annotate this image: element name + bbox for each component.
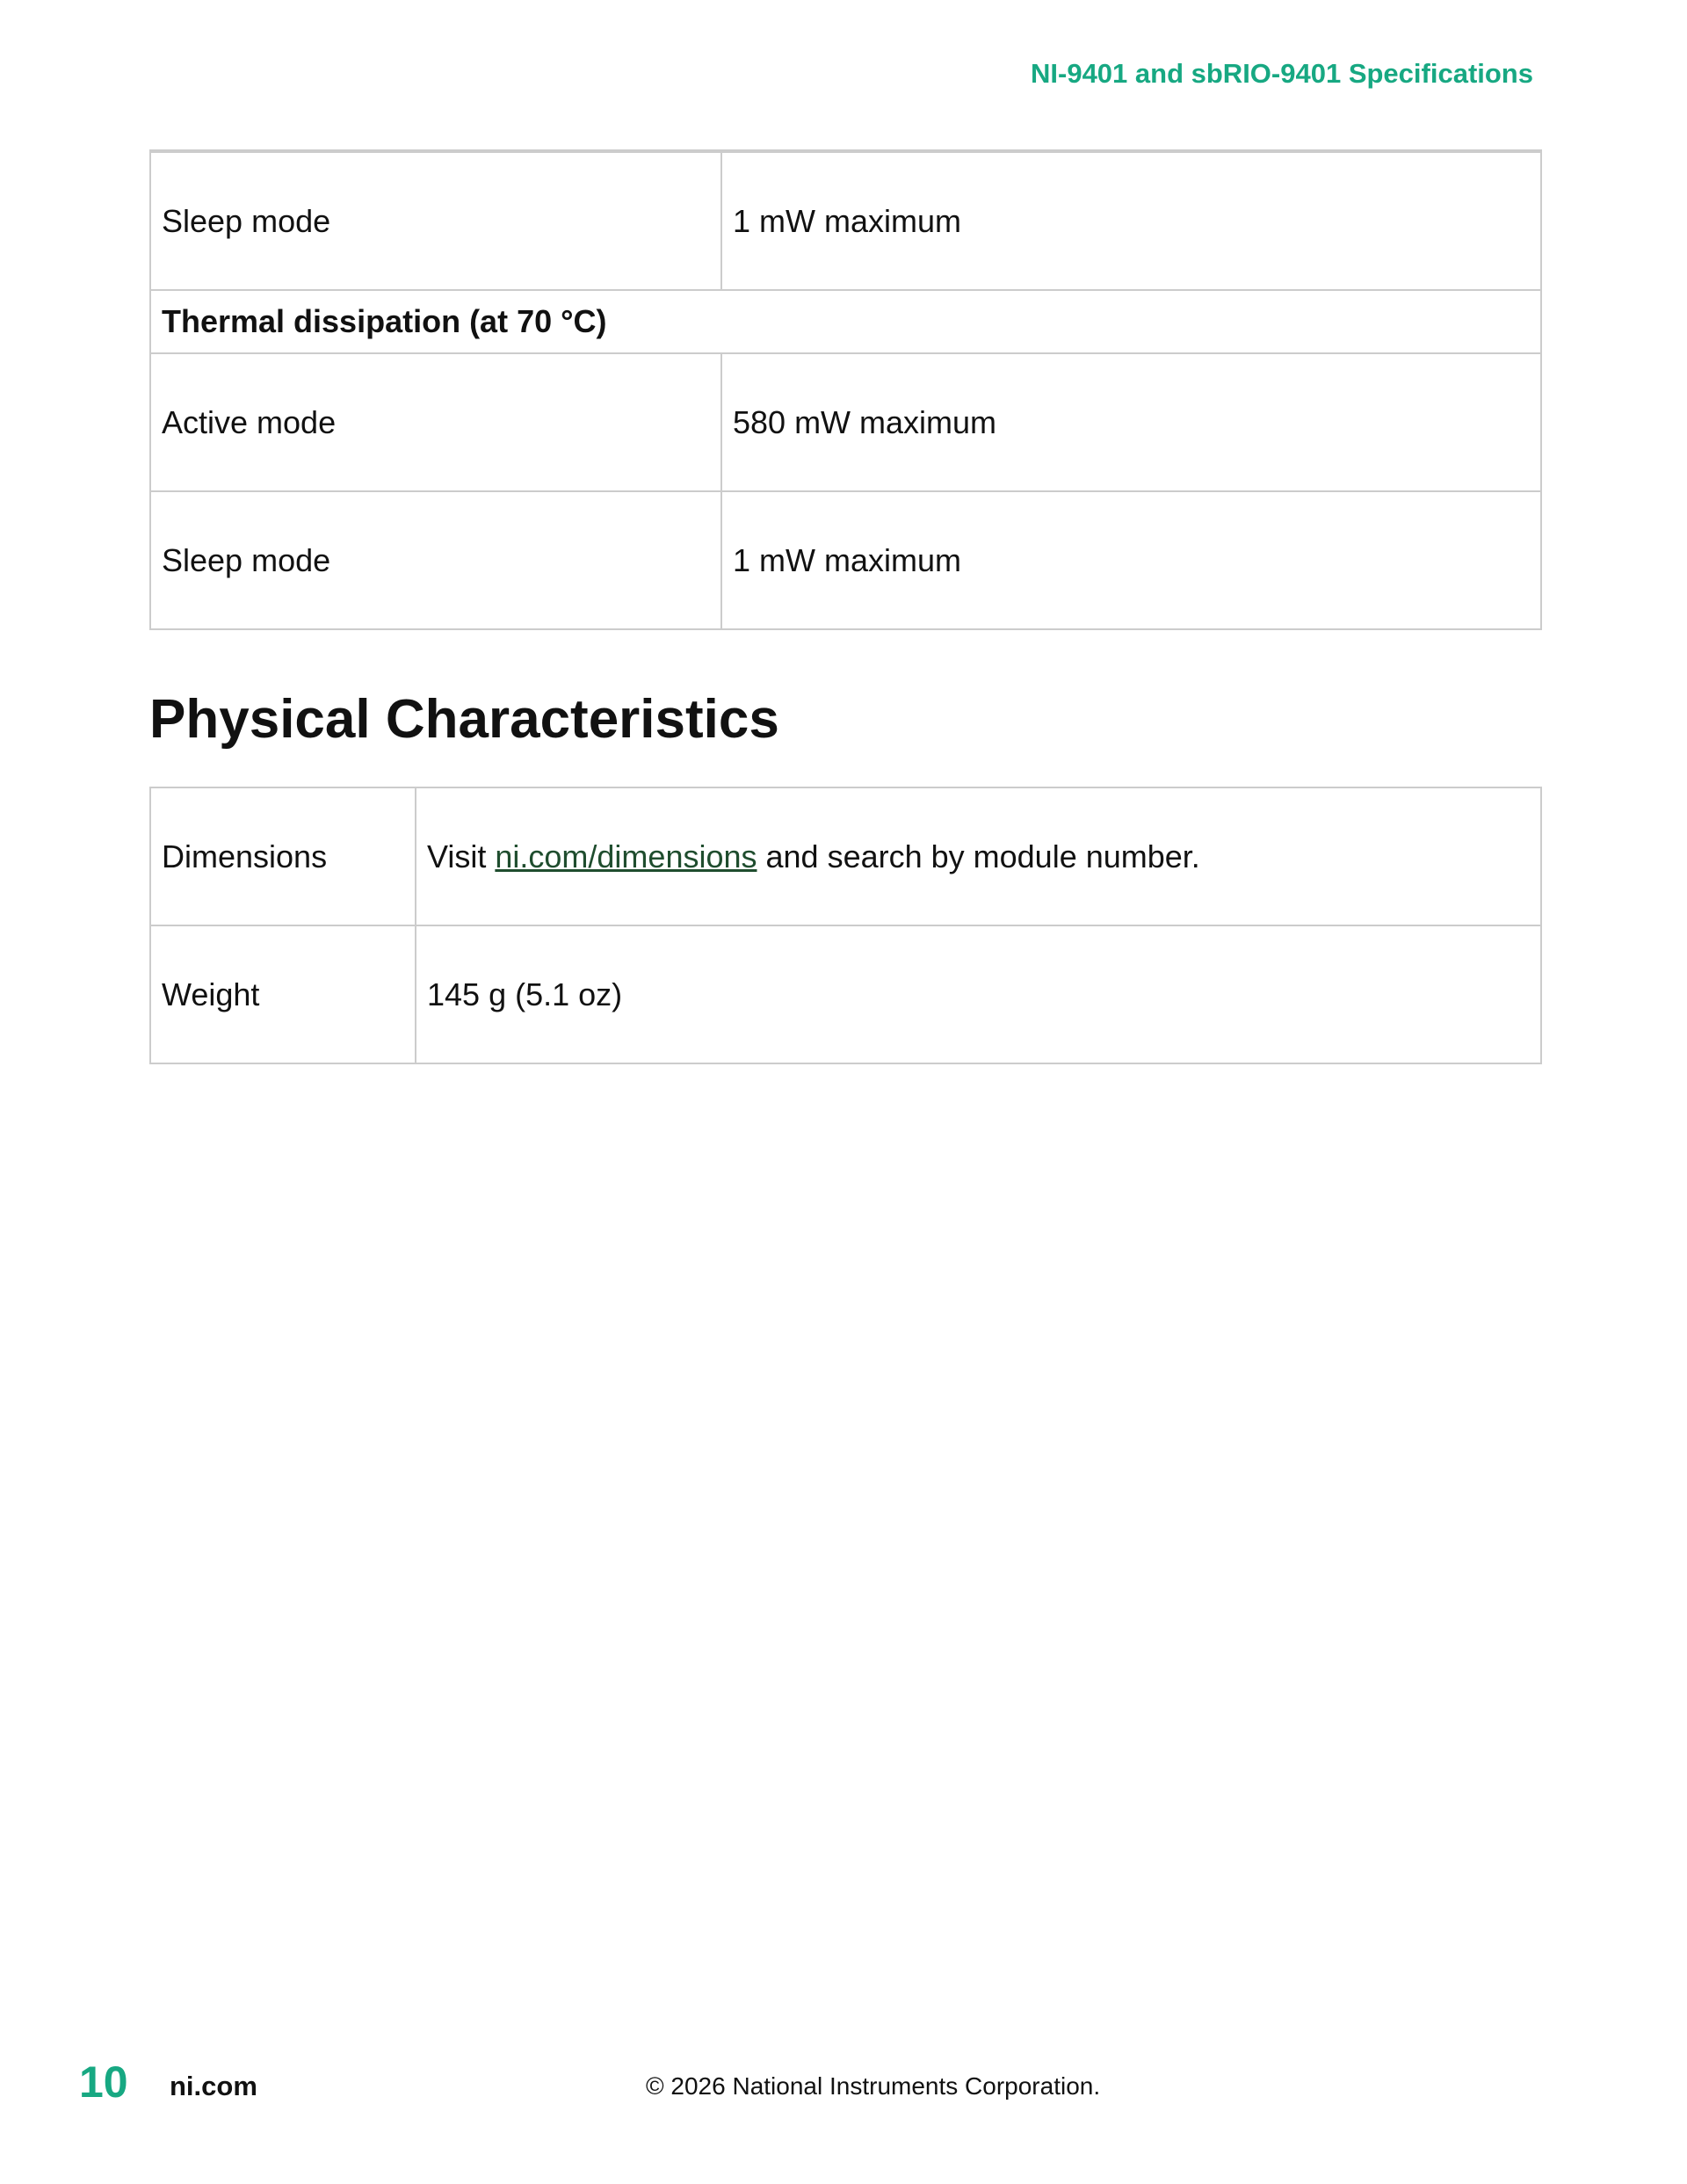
section-heading-physical: Physical Characteristics [149,689,779,750]
dimensions-prefix: Visit [427,838,496,874]
dimensions-suffix: and search by module number. [757,838,1200,874]
dimensions-link[interactable]: ni.com/dimensions [495,838,757,874]
spec-value: 1 mW maximum [721,491,1541,629]
spec-value [416,787,1541,925]
page-number: 10 [79,2057,128,2107]
table-row [150,290,1541,353]
spec-value: 145 g (5.1 oz) [416,925,1541,1063]
spec-group-heading: Thermal dissipation (at 70 °C) [150,290,1541,353]
table-row [150,491,1541,629]
power-spec-table [149,149,1542,630]
spec-value: 1 mW maximum [721,151,1541,290]
spec-label: Active mode [150,353,721,491]
footer-copyright: © 2026 National Instruments Corporation. [646,2072,1101,2100]
table-row [150,353,1541,491]
physical-spec-table [149,787,1542,1064]
table-row [150,925,1541,1063]
spec-value: 580 mW maximum [721,353,1541,491]
table-row [150,151,1541,290]
spec-label: Sleep mode [150,491,721,629]
footer-site: ni.com [170,2071,257,2101]
spec-label: Weight [150,925,416,1063]
spec-label: Sleep mode [150,151,721,290]
table-row [150,787,1541,925]
spec-label: Dimensions [150,787,416,925]
running-header-title: NI-9401 and sbRIO-9401 Specifications [1031,58,1533,89]
